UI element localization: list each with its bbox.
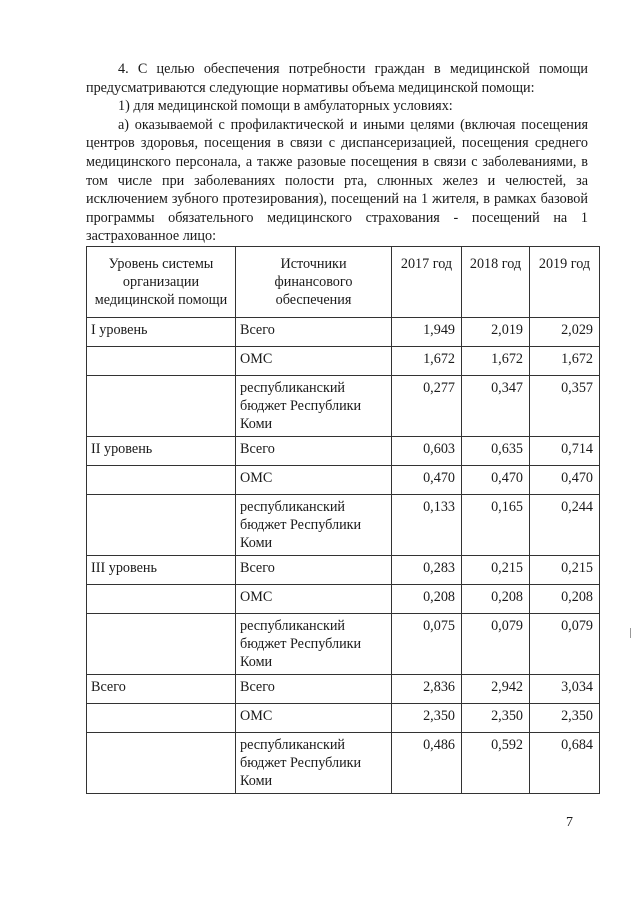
- source-cell: республиканский бюджет Республики Коми: [236, 733, 392, 794]
- value-2018-cell: 0,470: [462, 466, 530, 495]
- value-2017-cell: 0,075: [392, 614, 462, 675]
- value-2019-cell: 0,079: [530, 614, 600, 675]
- value-2017-cell: 0,208: [392, 585, 462, 614]
- level-cell: Всего: [87, 675, 236, 704]
- value-2017-cell: 1,672: [392, 347, 462, 376]
- table-row: [87, 437, 600, 466]
- level-cell: II уровень: [87, 437, 236, 466]
- level-cell: [87, 376, 236, 437]
- table-row: [87, 675, 600, 704]
- value-2018-cell: 2,350: [462, 704, 530, 733]
- value-2018-cell: 0,165: [462, 495, 530, 556]
- level-cell: [87, 585, 236, 614]
- header-source: Источники финансового обеспечения: [236, 247, 392, 318]
- value-2019-cell: 0,714: [530, 437, 600, 466]
- value-2017-cell: 0,470: [392, 466, 462, 495]
- source-cell: ОМС: [236, 347, 392, 376]
- scan-mark: [630, 628, 631, 638]
- value-2018-cell: 0,208: [462, 585, 530, 614]
- value-2017-cell: 0,283: [392, 556, 462, 585]
- value-2019-cell: 0,357: [530, 376, 600, 437]
- table-row: [87, 347, 600, 376]
- table-row: [87, 733, 600, 794]
- value-2018-cell: 1,672: [462, 347, 530, 376]
- table-row: [87, 614, 600, 675]
- value-2019-cell: 0,244: [530, 495, 600, 556]
- value-2017-cell: 2,350: [392, 704, 462, 733]
- source-cell: ОМС: [236, 704, 392, 733]
- value-2019-cell: 2,350: [530, 704, 600, 733]
- source-cell: Всего: [236, 437, 392, 466]
- value-2017-cell: 0,277: [392, 376, 462, 437]
- table-row: [87, 495, 600, 556]
- value-2018-cell: 0,215: [462, 556, 530, 585]
- value-2018-cell: 0,592: [462, 733, 530, 794]
- value-2017-cell: 1,949: [392, 318, 462, 347]
- paragraph-norms-intro: 4. С целью обеспечения потребности граждан в медицинской помощи предусматриваются следующие нормативы объема медицинской помощи:: [86, 61, 588, 96]
- table-row: [87, 704, 600, 733]
- value-2018-cell: 0,635: [462, 437, 530, 466]
- paragraph-preventive: а) оказываемой с профилактической и иными целями (включая посещения центров здоровья, посещения в связи с диспансеризацией, посещения среднего медицинского персонала, а также разовые посещения в связи с заболеваниями, в том числе при заболеваниях полости рта, слюнных желез и челюстей, за исключением зубного протезирования), посещений на 1 жителя, в рамках базовой программы обязательного медицинского страхования - посещений на 1 застрахованное лицо:: [86, 116, 588, 245]
- page-number: 7: [566, 815, 573, 830]
- paragraph-ambulatory: 1) для медицинской помощи в амбулаторных условиях:: [118, 98, 453, 115]
- header-level: Уровень системы организации медицинской помощи: [87, 247, 236, 318]
- value-2019-cell: 0,684: [530, 733, 600, 794]
- level-cell: [87, 466, 236, 495]
- header-2018: 2018 год: [462, 247, 530, 318]
- level-cell: I уровень: [87, 318, 236, 347]
- table-row: [87, 466, 600, 495]
- source-cell: ОМС: [236, 466, 392, 495]
- source-cell: ОМС: [236, 585, 392, 614]
- value-2019-cell: 0,470: [530, 466, 600, 495]
- norms-table: [86, 246, 600, 794]
- value-2018-cell: 2,942: [462, 675, 530, 704]
- table-body: [87, 318, 600, 794]
- header-2019: 2019 год: [530, 247, 600, 318]
- level-cell: [87, 704, 236, 733]
- value-2018-cell: 0,347: [462, 376, 530, 437]
- table-row: [87, 376, 600, 437]
- value-2017-cell: 2,836: [392, 675, 462, 704]
- source-cell: Всего: [236, 556, 392, 585]
- value-2019-cell: 0,208: [530, 585, 600, 614]
- value-2018-cell: 2,019: [462, 318, 530, 347]
- source-cell: республиканский бюджет Республики Коми: [236, 614, 392, 675]
- source-cell: Всего: [236, 675, 392, 704]
- table-row: [87, 318, 600, 347]
- value-2019-cell: 3,034: [530, 675, 600, 704]
- source-cell: Всего: [236, 318, 392, 347]
- value-2017-cell: 0,603: [392, 437, 462, 466]
- level-cell: [87, 495, 236, 556]
- source-cell: республиканский бюджет Республики Коми: [236, 495, 392, 556]
- header-2017: 2017 год: [392, 247, 462, 318]
- value-2019-cell: 2,029: [530, 318, 600, 347]
- table-row: [87, 585, 600, 614]
- value-2017-cell: 0,486: [392, 733, 462, 794]
- value-2017-cell: 0,133: [392, 495, 462, 556]
- table-row: [87, 556, 600, 585]
- level-cell: [87, 347, 236, 376]
- value-2019-cell: 0,215: [530, 556, 600, 585]
- level-cell: [87, 733, 236, 794]
- value-2018-cell: 0,079: [462, 614, 530, 675]
- body-text: [86, 60, 588, 246]
- level-cell: [87, 614, 236, 675]
- level-cell: III уровень: [87, 556, 236, 585]
- table-header-row: [87, 247, 600, 318]
- value-2019-cell: 1,672: [530, 347, 600, 376]
- source-cell: республиканский бюджет Республики Коми: [236, 376, 392, 437]
